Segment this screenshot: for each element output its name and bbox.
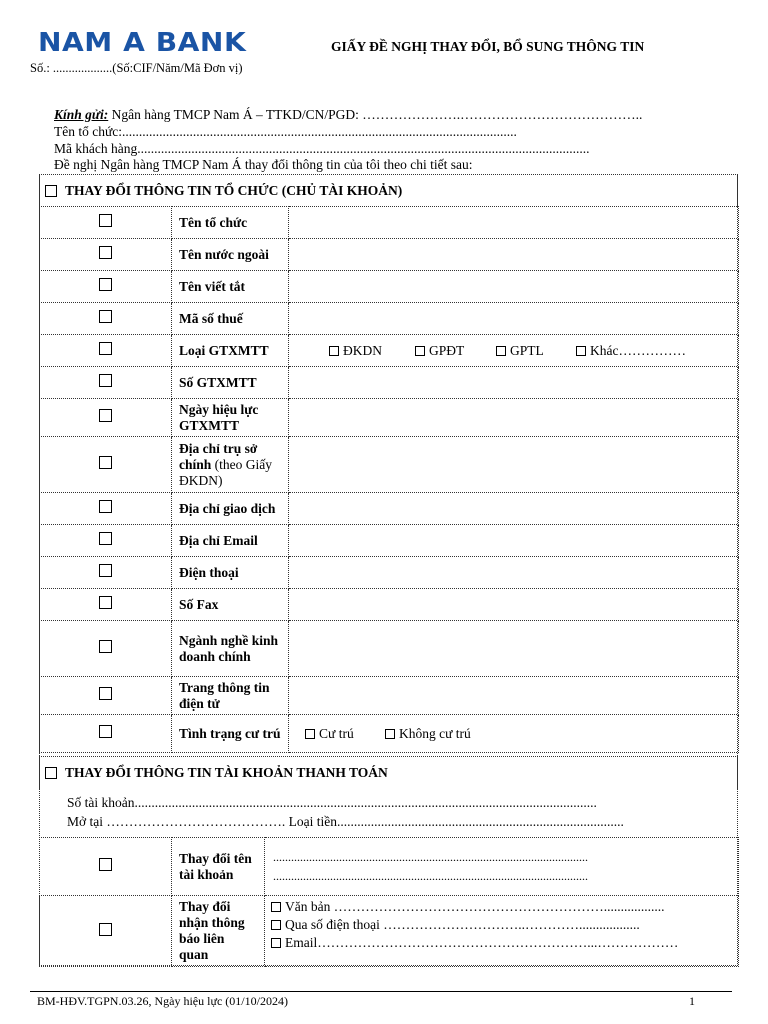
field-value[interactable]	[289, 437, 739, 493]
logo-text: NAM A BANK	[38, 28, 247, 58]
table-row	[40, 557, 739, 589]
field-label: Tên nước ngoài	[172, 239, 289, 271]
addressee-line	[54, 107, 642, 123]
option-khong-cu-tru[interactable]: Không cư trú	[385, 726, 471, 742]
field-label: Địa chỉ Email	[172, 525, 289, 557]
option-checkbox[interactable]	[329, 346, 339, 356]
row-checkbox[interactable]	[99, 596, 112, 609]
field-label: Thay đổi nhận thông báo liên quan	[172, 896, 265, 967]
option-gpdt[interactable]: GPĐT	[415, 343, 496, 359]
footer-divider	[30, 991, 732, 992]
table-row	[40, 838, 739, 896]
field-label: Ngày hiệu lực GTXMTT	[172, 399, 289, 437]
row-checkbox[interactable]	[99, 214, 112, 227]
option-email[interactable]: Email……………………………………………………...………………	[271, 934, 738, 952]
field-value[interactable]	[265, 838, 739, 896]
row-checkbox[interactable]	[99, 532, 112, 545]
field-value[interactable]	[289, 677, 739, 715]
table-row	[40, 271, 739, 303]
organization-name-line: Tên tổ chức:.....................................................................................................................	[54, 124, 517, 139]
table-row	[40, 207, 739, 239]
option-dkdn[interactable]: ĐKDN	[329, 343, 415, 359]
option-checkbox[interactable]	[576, 346, 586, 356]
org-info-table	[39, 206, 739, 753]
option-checkbox[interactable]	[385, 729, 395, 739]
document-number-line: Số.: ...................(Số:CIF/Năm/Mã Đơn vị)	[30, 61, 243, 75]
row-checkbox[interactable]	[99, 409, 112, 422]
option-checkbox[interactable]	[271, 938, 281, 948]
name-line-1: .........................................................................................................	[273, 849, 588, 864]
opened-at-line: Mở tại …………………………………. Loại tiền.....................................................................................	[67, 814, 624, 829]
section-org-checkbox[interactable]	[45, 185, 57, 197]
field-value[interactable]	[289, 271, 739, 303]
document-title: GIẤY ĐỀ NGHỊ THAY ĐỔI, BỔ SUNG THÔNG TIN	[331, 39, 645, 54]
field-value	[289, 335, 739, 367]
row-checkbox[interactable]	[99, 858, 112, 871]
option-so-dien-thoai[interactable]: Qua số điện thoại …………………………..…………..................	[271, 916, 738, 934]
field-label: Mã số thuế	[172, 303, 289, 335]
field-label: Tình trạng cư trú	[172, 715, 289, 753]
field-label: Địa chỉ giao dịch	[172, 493, 289, 525]
row-checkbox[interactable]	[99, 725, 112, 738]
kinh-gui-label: Kính gửi:	[54, 107, 109, 122]
table-row	[40, 367, 739, 399]
customer-id-line: Mã khách hàng......................................................................................................................................	[54, 141, 590, 156]
field-value[interactable]	[289, 303, 739, 335]
field-value	[265, 896, 739, 967]
name-line-2: .........................................................................................................	[273, 868, 588, 883]
field-label: Ngành nghề kinh doanh chính	[172, 621, 289, 677]
table-row	[40, 335, 739, 367]
field-label: Số Fax	[172, 589, 289, 621]
field-value[interactable]	[289, 525, 739, 557]
option-khac[interactable]: Khác……………	[576, 343, 686, 359]
field-value[interactable]	[289, 621, 739, 677]
row-checkbox[interactable]	[99, 278, 112, 291]
row-checkbox[interactable]	[99, 374, 112, 387]
field-value[interactable]	[289, 367, 739, 399]
field-value[interactable]	[289, 557, 739, 589]
table-row	[40, 399, 739, 437]
field-value[interactable]	[289, 207, 739, 239]
field-label: Tên tổ chức	[172, 207, 289, 239]
row-checkbox[interactable]	[99, 564, 112, 577]
row-checkbox[interactable]	[99, 342, 112, 355]
option-checkbox[interactable]	[271, 902, 281, 912]
section-account-title: THAY ĐỔI THÔNG TIN TÀI KHOẢN THANH TOÁN	[65, 765, 388, 780]
field-label: Thay đổi tên tài khoản	[172, 838, 265, 896]
option-van-ban[interactable]: Văn bản ……………………………………………………..................	[271, 898, 738, 916]
field-value[interactable]	[289, 399, 739, 437]
row-checkbox[interactable]	[99, 246, 112, 259]
table-row	[40, 621, 739, 677]
table-row	[40, 896, 739, 967]
row-checkbox[interactable]	[99, 687, 112, 700]
option-checkbox[interactable]	[305, 729, 315, 739]
option-checkbox[interactable]	[496, 346, 506, 356]
table-row	[40, 303, 739, 335]
field-label: Số GTXMTT	[172, 367, 289, 399]
table-row	[40, 493, 739, 525]
option-gptl[interactable]: GPTL	[496, 343, 576, 359]
field-label: Điện thoại	[172, 557, 289, 589]
section-account-checkbox[interactable]	[45, 767, 57, 779]
request-line: Đề nghị Ngân hàng TMCP Nam Á thay đổi thông tin của tôi theo chi tiết sau:	[54, 157, 473, 172]
table-row	[40, 677, 739, 715]
kinh-gui-text: Ngân hàng TMCP Nam Á – TTKD/CN/PGD: ………………….…………………………………..	[108, 107, 643, 122]
field-value[interactable]	[289, 493, 739, 525]
option-checkbox[interactable]	[271, 920, 281, 930]
table-row	[40, 715, 739, 753]
bank-logo	[38, 28, 273, 62]
row-checkbox[interactable]	[99, 500, 112, 513]
row-checkbox[interactable]	[99, 310, 112, 323]
section-account-header	[39, 756, 738, 789]
table-row	[40, 437, 739, 493]
field-label: Tên viết tắt	[172, 271, 289, 303]
option-checkbox[interactable]	[415, 346, 425, 356]
row-checkbox[interactable]	[99, 923, 112, 936]
field-value[interactable]	[289, 589, 739, 621]
field-label: Địa chỉ trụ sở chính (theo Giấy ĐKDN)	[172, 437, 289, 493]
account-number-line: Số tài khoản.........................................................................................................................................	[67, 795, 597, 810]
table-row	[40, 239, 739, 271]
page-number: 1	[689, 994, 695, 1008]
field-label: Trang thông tin điện tử	[172, 677, 289, 715]
notice-options	[265, 898, 738, 952]
field-value	[289, 715, 739, 753]
option-cu-tru[interactable]: Cư trú	[305, 726, 385, 742]
footer-form-code: BM-HĐV.TGPN.03.26, Ngày hiệu lực (01/10/2024)	[37, 994, 288, 1008]
table-row	[40, 589, 739, 621]
table-row	[40, 525, 739, 557]
field-label: Loại GTXMTT	[172, 335, 289, 367]
section-org-header	[39, 174, 738, 207]
account-info-table	[39, 837, 739, 967]
field-value[interactable]	[289, 239, 739, 271]
row-checkbox[interactable]	[99, 640, 112, 653]
section-org-title: THAY ĐỔI THÔNG TIN TỔ CHỨC (CHỦ TÀI KHOẢN)	[65, 183, 403, 198]
row-checkbox[interactable]	[99, 456, 112, 469]
